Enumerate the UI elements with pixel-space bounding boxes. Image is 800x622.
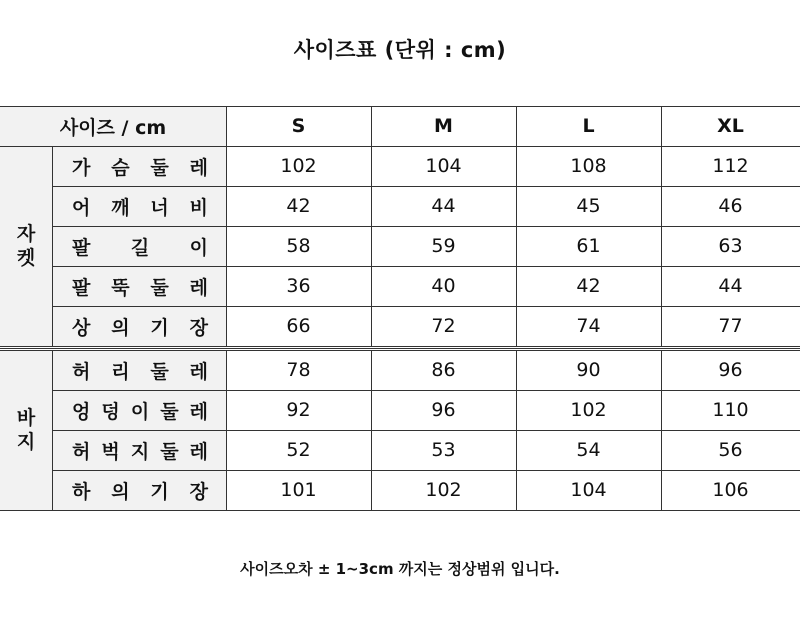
measurement-name-char: 기 (150, 480, 169, 503)
measurement-value: 110 (712, 399, 749, 421)
measurement-name-text (52, 313, 226, 340)
group-label (0, 350, 52, 510)
measurement-name-char: 어 (72, 196, 91, 219)
measurement-name-char: 뚝 (111, 276, 130, 299)
column-divider (226, 146, 227, 346)
measurement-value: 61 (576, 235, 601, 257)
measurement-name-text (52, 273, 226, 300)
measurement-value: 104 (570, 479, 607, 501)
group-label-char: 자 (16, 223, 36, 245)
measurement-value: 77 (718, 315, 743, 337)
measurement-name-char: 레 (189, 440, 208, 463)
measurement-name-char: 리 (111, 360, 130, 383)
measurement-name-text (52, 193, 226, 220)
measurement-value: 108 (570, 155, 607, 177)
row-divider (52, 266, 800, 267)
measurement-name (52, 470, 226, 510)
row-divider (0, 106, 800, 107)
measurement-value: 102 (425, 479, 462, 501)
measurement-value: 44 (431, 195, 456, 217)
measurement-name (52, 146, 226, 186)
column-divider (226, 106, 227, 146)
size-header-l: L (582, 115, 595, 137)
measurement-name (52, 226, 226, 266)
measurement-name-char: 깨 (111, 196, 130, 219)
measurement-value: 45 (576, 195, 601, 217)
measurement-name-char: 슴 (111, 156, 130, 179)
measurement-name-char: 의 (111, 480, 130, 503)
column-divider (52, 350, 53, 510)
header-corner: 사이즈 / cm (0, 106, 226, 146)
row-divider (52, 226, 800, 227)
measurement-value: 40 (431, 275, 456, 297)
measurement-value: 86 (431, 359, 456, 381)
measurement-value: 44 (718, 275, 743, 297)
row-divider (52, 430, 800, 431)
measurement-value: 90 (576, 359, 601, 381)
row-divider (0, 346, 800, 347)
measurement-value: 59 (431, 235, 456, 257)
measurement-name-char: 레 (189, 360, 208, 383)
group-label-char: 바 (16, 407, 36, 429)
column-divider (661, 350, 662, 510)
measurement-value: 102 (280, 155, 317, 177)
measurement-name-char: 장 (189, 316, 208, 339)
measurement-name-char: 둘 (150, 360, 169, 383)
measurement-name-char: 비 (189, 196, 208, 219)
page-title: 사이즈표 (단위 : cm) (293, 38, 507, 62)
measurement-name-char: 레 (189, 156, 208, 179)
measurement-value: 92 (286, 399, 311, 421)
measurement-name-char: 기 (150, 316, 169, 339)
measurement-value: 58 (286, 235, 311, 257)
measurement-name-char: 둘 (150, 156, 169, 179)
column-divider (371, 146, 372, 346)
measurement-value: 72 (431, 315, 456, 337)
measurement-name-char: 이 (130, 400, 150, 423)
measurement-value: 36 (286, 275, 311, 297)
measurement-value: 52 (286, 439, 311, 461)
measurement-name (52, 350, 226, 390)
measurement-name-char: 레 (189, 400, 208, 423)
measurement-name (52, 430, 226, 470)
measurement-value: 101 (280, 479, 317, 501)
measurement-name-char: 덩 (101, 400, 120, 423)
measurement-name-char: 엉 (72, 400, 91, 423)
column-divider (661, 146, 662, 346)
column-divider (516, 146, 517, 346)
measurement-value: 63 (718, 235, 743, 257)
column-divider (516, 106, 517, 146)
size-header-m: M (434, 115, 453, 137)
measurement-name-char: 둘 (160, 440, 179, 463)
size-header-s: S (291, 115, 306, 137)
measurement-name-char: 하 (72, 480, 91, 503)
measurement-value: 102 (570, 399, 607, 421)
measurement-name (52, 390, 226, 430)
column-divider (371, 106, 372, 146)
measurement-name-char: 팔 (72, 236, 91, 259)
measurement-name-char: 장 (189, 480, 208, 503)
measurement-name-char: 이 (189, 236, 208, 259)
measurement-name-char: 둘 (160, 400, 179, 423)
measurement-value: 56 (718, 439, 743, 461)
measurement-name (52, 266, 226, 306)
measurement-value: 104 (425, 155, 462, 177)
column-divider (226, 350, 227, 510)
measurement-value: 96 (718, 359, 743, 381)
measurement-value: 42 (286, 195, 311, 217)
measurement-value: 66 (286, 315, 311, 337)
row-divider (52, 306, 800, 307)
measurement-name-char: 벅 (101, 440, 120, 463)
row-divider (52, 186, 800, 187)
column-divider (661, 106, 662, 146)
measurement-value: 74 (576, 315, 601, 337)
measurement-value: 54 (576, 439, 601, 461)
measurement-name-char: 의 (111, 316, 130, 339)
measurement-name (52, 306, 226, 346)
measurement-name-char: 팔 (72, 276, 91, 299)
measurement-name-text (52, 397, 226, 424)
measurement-value: 96 (431, 399, 456, 421)
measurement-value: 112 (712, 155, 749, 177)
measurement-name-char: 둘 (150, 276, 169, 299)
measurement-value: 106 (712, 479, 749, 501)
measurement-value: 53 (431, 439, 456, 461)
column-divider (516, 350, 517, 510)
column-divider (52, 146, 53, 346)
measurement-name-char: 허 (72, 440, 91, 463)
group-label (0, 146, 52, 346)
measurement-value: 78 (286, 359, 311, 381)
row-divider (0, 146, 800, 147)
measurement-name (52, 186, 226, 226)
measurement-name-char: 허 (72, 360, 91, 383)
measurement-value: 42 (576, 275, 601, 297)
measurement-value: 46 (718, 195, 743, 217)
measurement-name-char: 가 (72, 156, 91, 179)
measurement-name-char: 너 (150, 196, 169, 219)
measurement-name-text (52, 233, 226, 260)
measurement-name-text (52, 357, 226, 384)
measurement-name-char: 지 (130, 440, 150, 463)
row-divider (0, 510, 800, 511)
measurement-name-char: 레 (189, 276, 208, 299)
group-label-char: 지 (16, 431, 36, 453)
measurement-name-char: 길 (130, 236, 150, 259)
size-tolerance-note: 사이즈오차 ± 1~3cm 까지는 정상범위 입니다. (240, 560, 560, 578)
row-divider (0, 350, 800, 351)
measurement-name-text (52, 477, 226, 504)
row-divider (0, 348, 800, 349)
measurement-name-text (52, 153, 226, 180)
row-divider (52, 470, 800, 471)
size-header-xl: XL (717, 115, 744, 137)
row-divider (52, 390, 800, 391)
measurement-name-text (52, 437, 226, 464)
column-divider (371, 350, 372, 510)
measurement-name-char: 상 (72, 316, 91, 339)
group-label-char: 켓 (16, 247, 36, 269)
